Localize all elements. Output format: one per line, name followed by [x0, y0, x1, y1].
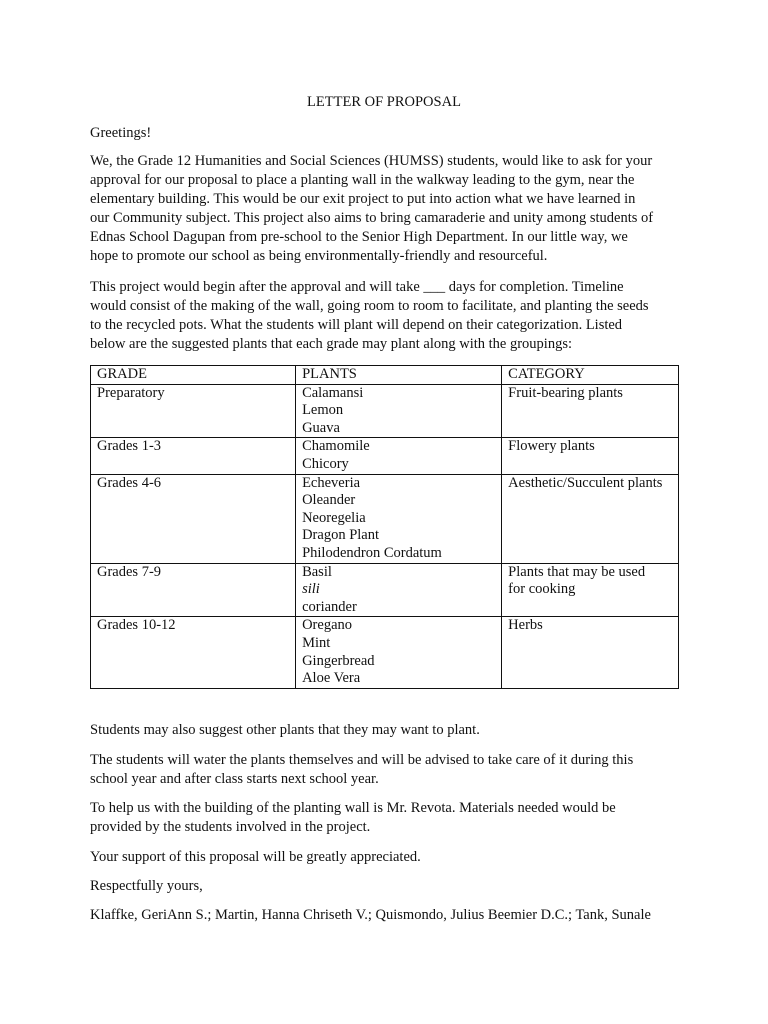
plants-cell: [296, 474, 502, 563]
water-line: school year and after class starts next school year.: [90, 771, 379, 787]
plant-name: Philodendron Cordatum: [302, 544, 442, 561]
category-cell: [502, 474, 679, 563]
plants-cell: [296, 563, 502, 617]
support-paragraph: Your support of this proposal will be greatly appreciated.: [90, 849, 421, 865]
plant-name: Oregano: [302, 617, 352, 634]
greeting: Greetings!: [90, 125, 152, 141]
category-text: Herbs: [508, 617, 543, 634]
intro-line: hope to promote our school as being environmentally-friendly and resourceful.: [90, 248, 548, 264]
plant-name: Chamomile: [302, 438, 370, 455]
table-row: [91, 617, 679, 688]
help-paragraph: [90, 799, 690, 837]
plant-name: Echeveria: [302, 474, 361, 491]
intro-line: Ednas School Dagupan from pre-school to the Senior High Department. In our little way, we: [90, 229, 628, 245]
document-title: LETTER OF PROPOSAL: [307, 94, 461, 110]
closing-salutation: Respectfully yours,: [90, 878, 203, 894]
intro-line: We, the Grade 12 Humanities and Social Sciences (HUMSS) students, would like to ask for your: [90, 153, 653, 169]
intro-line: approval for our proposal to place a planting wall in the walkway leading to the gym, near the: [90, 172, 635, 188]
grade-cell: Grades 10-12: [91, 617, 296, 688]
intro-line: our Community subject. This project also aims to bring camaraderie and unity among students of: [90, 210, 654, 226]
category-text: Fruit-bearing plants: [508, 384, 623, 401]
intro-line: elementary building. This would be our exit project to put into action what we have learned in: [90, 191, 636, 207]
table-row: [91, 474, 679, 563]
timeline-line: would consist of the making of the wall, going room to room to facilitate, and planting the seeds: [90, 298, 649, 314]
category-text: Flowery plants: [508, 438, 595, 455]
timeline-line: This project would begin after the approval and will take ___ days for completion. Timeline: [90, 279, 624, 295]
plant-name: Aloe Vera: [302, 670, 361, 687]
plant-name: Calamansi: [302, 384, 364, 401]
plant-name: Dragon Plant: [302, 527, 379, 544]
timeline-paragraph: [90, 278, 690, 354]
header-category: CATEGORY: [502, 366, 679, 385]
plant-name: Guava: [302, 419, 340, 436]
water-paragraph: [90, 751, 690, 789]
plant-name: sili: [302, 581, 320, 598]
table-row: [91, 438, 679, 474]
plant-name: Gingerbread: [302, 652, 375, 669]
plant-name: Basil: [302, 563, 332, 580]
category-cell: [502, 563, 679, 617]
category-cell: [502, 438, 679, 474]
help-line: To help us with the building of the planting wall is Mr. Revota. Materials needed would be: [90, 800, 616, 816]
table-row: [91, 384, 679, 438]
category-cell: [502, 384, 679, 438]
plant-name: Neoregelia: [302, 509, 366, 526]
plant-name: Chicory: [302, 455, 349, 472]
grade-cell: Grades 4-6: [91, 474, 296, 563]
plant-name: Mint: [302, 634, 331, 651]
table-header-row: [91, 366, 679, 385]
grade-cell: Grades 1-3: [91, 438, 296, 474]
plants-cell: [296, 617, 502, 688]
plant-name: Oleander: [302, 492, 356, 509]
plants-table: [90, 365, 679, 689]
grade-cell: Grades 7-9: [91, 563, 296, 617]
table-row: [91, 563, 679, 617]
plant-name: Lemon: [302, 402, 344, 419]
suggest-paragraph: Students may also suggest other plants that they may want to plant.: [90, 722, 480, 738]
plant-name: coriander: [302, 598, 357, 615]
intro-paragraph: [90, 152, 690, 266]
category-cell: [502, 617, 679, 688]
category-text: for cooking: [508, 581, 576, 598]
category-text: Plants that may be used: [508, 563, 646, 580]
category-text: Aesthetic/Succulent plants: [508, 474, 663, 491]
water-line: The students will water the plants themselves and will be advised to take care of it during this: [90, 752, 634, 768]
grade-cell: Preparatory: [91, 384, 296, 438]
help-line: provided by the students involved in the project.: [90, 819, 371, 835]
plants-cell: [296, 438, 502, 474]
timeline-line: below are the suggested plants that each grade may plant along with the groupings:: [90, 336, 572, 352]
plants-cell: [296, 384, 502, 438]
signatories: Klaffke, GeriAnn S.; Martin, Hanna Chriseth V.; Quismondo, Julius Beemier D.C.; Tank, Sunale: [90, 907, 651, 923]
header-grade: GRADE: [91, 366, 296, 385]
timeline-line: to the recycled pots. What the students will plant will depend on their categorization. Listed: [90, 317, 623, 333]
header-plants: PLANTS: [296, 366, 502, 385]
